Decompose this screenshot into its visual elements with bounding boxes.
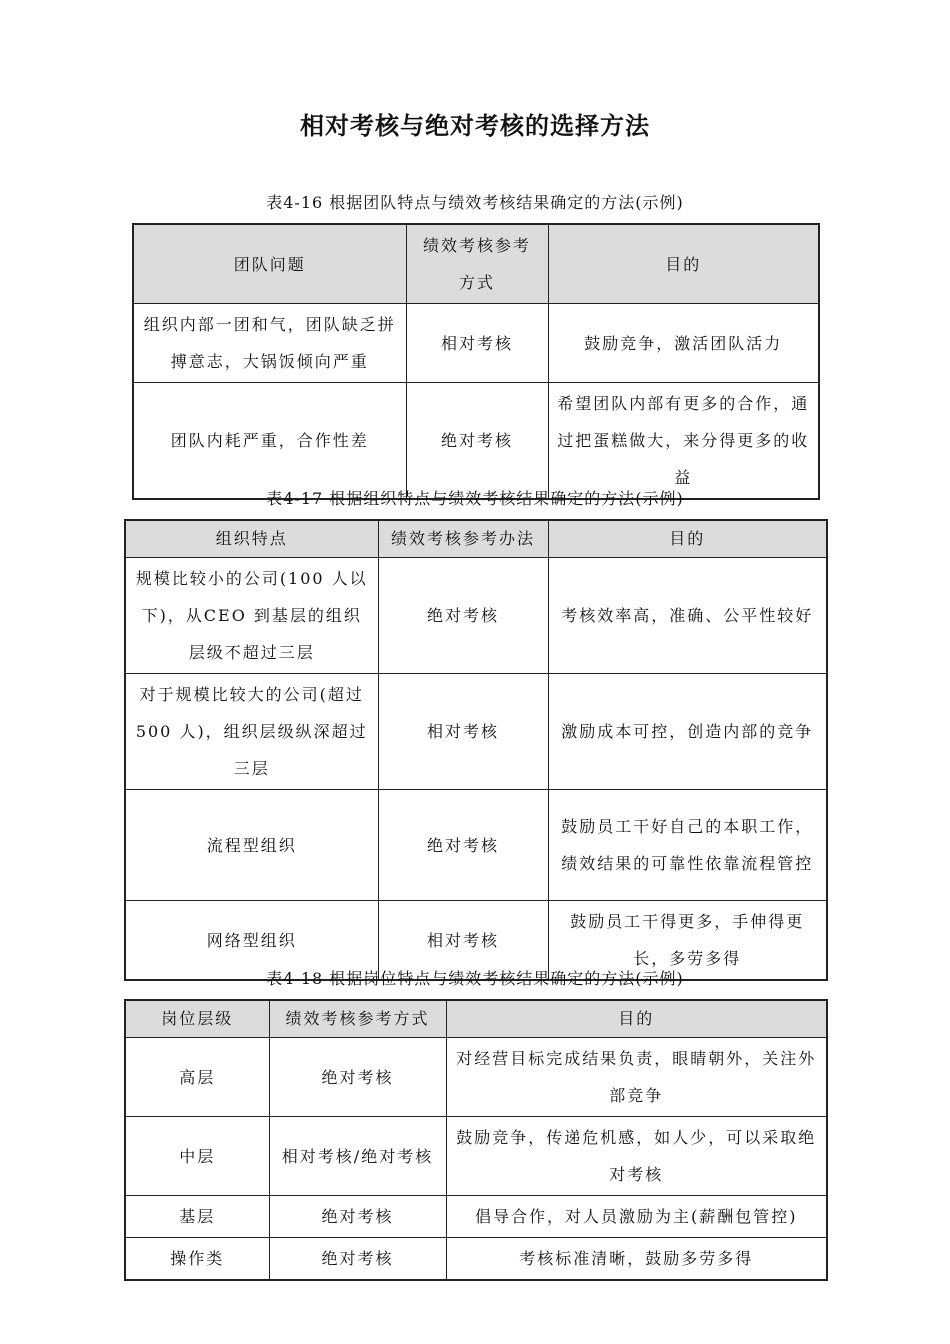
table-cell: 相对考核 bbox=[378, 901, 548, 981]
table-cell: 操作类 bbox=[125, 1238, 269, 1281]
table-cell: 团队内耗严重，合作性差 bbox=[133, 383, 406, 500]
table-header-row bbox=[133, 224, 819, 304]
table-cell: 绝对考核 bbox=[269, 1196, 446, 1238]
table-cell: 对经营目标完成结果负责，眼睛朝外，关注外部竞争 bbox=[446, 1038, 827, 1117]
column-header: 组织特点 bbox=[125, 520, 378, 558]
table-row bbox=[125, 1196, 827, 1238]
column-header: 绩效考核参考方式 bbox=[406, 224, 548, 304]
table-cell: 高层 bbox=[125, 1038, 269, 1117]
organization-table bbox=[124, 519, 828, 981]
column-header: 绩效考核参考方式 bbox=[269, 1000, 446, 1038]
table-row bbox=[125, 674, 827, 790]
table-cell: 规模比较小的公司(100 人以下)，从CEO 到基层的组织层级不超过三层 bbox=[125, 558, 378, 674]
table-row bbox=[125, 1038, 827, 1117]
table-cell: 相对考核 bbox=[406, 304, 548, 383]
table-cell: 考核标准清晰，鼓励多劳多得 bbox=[446, 1238, 827, 1281]
table-cell: 流程型组织 bbox=[125, 790, 378, 901]
table-row bbox=[133, 304, 819, 383]
table-cell: 鼓励竞争，激活团队活力 bbox=[548, 304, 819, 383]
page-title: 相对考核与绝对考核的选择方法 bbox=[300, 112, 650, 140]
table-caption: 表4-17 根据组织特点与绩效考核结果确定的方法(示例) bbox=[266, 489, 684, 508]
column-header: 绩效考核参考办法 bbox=[378, 520, 548, 558]
table-cell: 鼓励员工干好自己的本职工作，绩效结果的可靠性依靠流程管控 bbox=[548, 790, 827, 901]
table-cell: 对于规模比较大的公司(超过500 人)，组织层级纵深超过三层 bbox=[125, 674, 378, 790]
column-header: 团队问题 bbox=[133, 224, 406, 304]
table-cell: 绝对考核 bbox=[378, 790, 548, 901]
table-caption: 表4-18 根据岗位特点与绩效考核结果确定的方法(示例) bbox=[266, 969, 684, 988]
table-cell: 考核效率高，准确、公平性较好 bbox=[548, 558, 827, 674]
position-table bbox=[124, 999, 828, 1281]
table-row bbox=[133, 383, 819, 500]
table-cell: 鼓励员工干得更多，手伸得更长，多劳多得 bbox=[548, 901, 827, 981]
column-header: 目的 bbox=[548, 520, 827, 558]
column-header: 岗位层级 bbox=[125, 1000, 269, 1038]
table-row bbox=[125, 790, 827, 901]
table-cell: 相对考核/绝对考核 bbox=[269, 1117, 446, 1196]
table-row bbox=[125, 1238, 827, 1281]
table-cell: 绝对考核 bbox=[269, 1038, 446, 1117]
table-cell: 绝对考核 bbox=[269, 1238, 446, 1281]
table-row bbox=[125, 1117, 827, 1196]
table-cell: 鼓励竞争，传递危机感，如人少，可以采取绝对考核 bbox=[446, 1117, 827, 1196]
table-row bbox=[125, 558, 827, 674]
table-cell: 希望团队内部有更多的合作，通过把蛋糕做大，来分得更多的收益 bbox=[548, 383, 819, 500]
team-table bbox=[132, 223, 820, 500]
table-cell: 激励成本可控，创造内部的竞争 bbox=[548, 674, 827, 790]
column-header: 目的 bbox=[446, 1000, 827, 1038]
table-header-row bbox=[125, 1000, 827, 1038]
table-caption: 表4-16 根据团队特点与绩效考核结果确定的方法(示例) bbox=[266, 193, 684, 212]
table-cell: 倡导合作，对人员激励为主(薪酬包管控) bbox=[446, 1196, 827, 1238]
table-cell: 相对考核 bbox=[378, 674, 548, 790]
table-cell: 绝对考核 bbox=[378, 558, 548, 674]
table-cell: 中层 bbox=[125, 1117, 269, 1196]
table-header-row bbox=[125, 520, 827, 558]
column-header: 目的 bbox=[548, 224, 819, 304]
table-cell: 绝对考核 bbox=[406, 383, 548, 500]
table-cell: 网络型组织 bbox=[125, 901, 378, 981]
table-cell: 基层 bbox=[125, 1196, 269, 1238]
table-cell: 组织内部一团和气，团队缺乏拼搏意志，大锅饭倾向严重 bbox=[133, 304, 406, 383]
